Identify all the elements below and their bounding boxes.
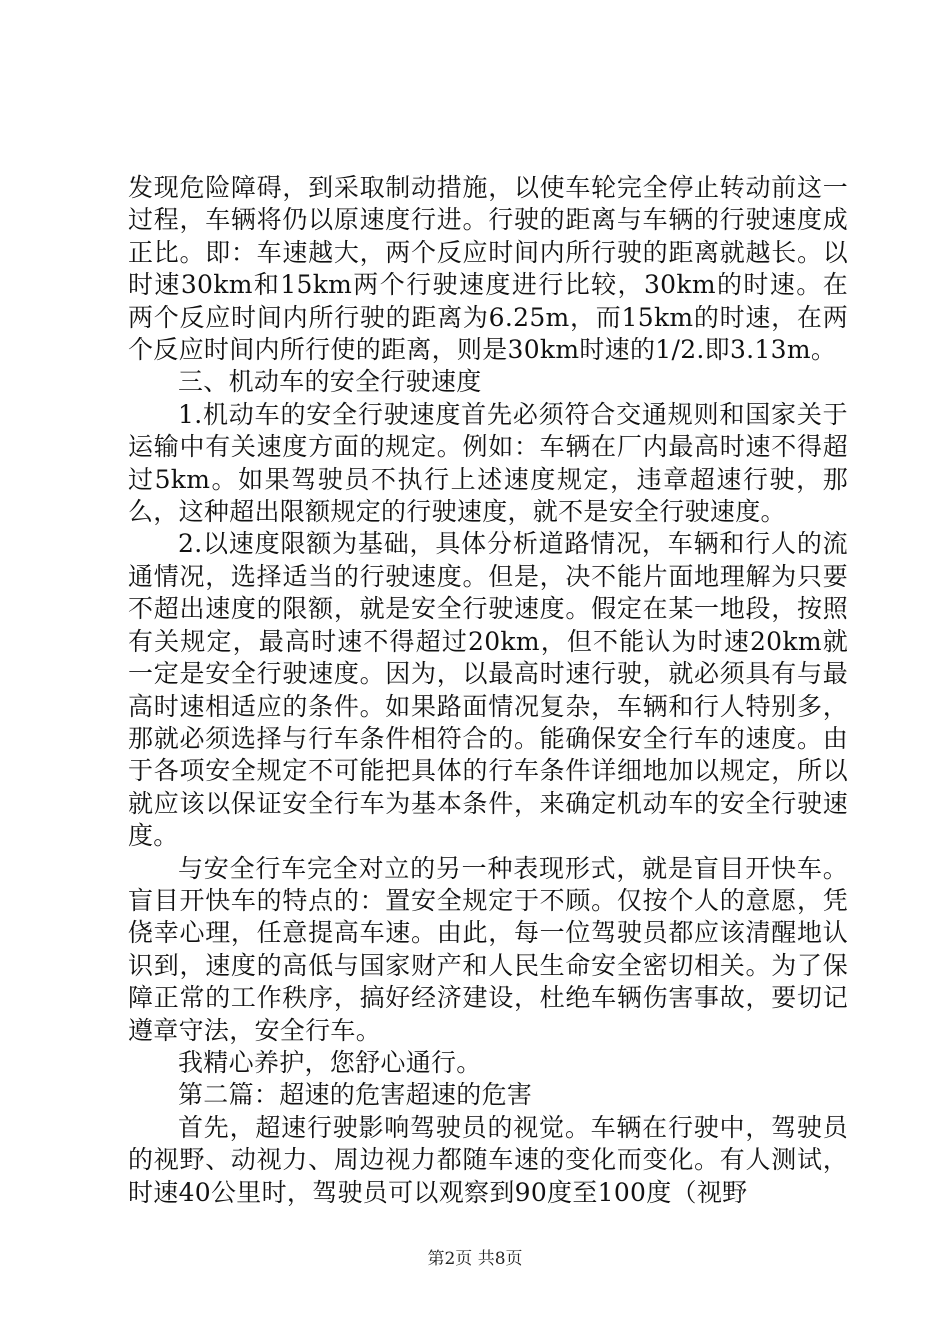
paragraph-rule-1: 1.机动车的安全行驶速度首先必须符合交通规则和国家关于运输中有关速度方面的规定。例如：车辆在厂内最高时速不得超过5km。如果驾驶员不执行上述速度规定，违章超速行驶，那么，这种超出限额规定的行驶速度，就不是安全行驶速度。 [128,399,848,527]
paragraph-reaction-distance: 发现危险障碍，到采取制动措施，以使车轮完全停止转动前这一过程，车辆将仍以原速度行进。行驶的距离与车辆的行驶速度成正比。即：车速越大，两个反应时间内所行驶的距离就越长。以时速30km和15km两个行驶速度进行比较，30km的时速。在两个反应时间内所行驶的距离为6.25m，而15km的时速，在两个反应时间内所行使的距离，则是30km时速的1/2.即3.13m。 [128,173,848,365]
paragraph-vision-effect: 首先，超速行驶影响驾驶员的视觉。车辆在行驶中，驾驶员的视野、动视力、周边视力都随车速的变化而变化。有人测试，时速40公里时，驾驶员可以观察到90度至100度（视野 [128,1112,848,1207]
document-body [128,172,848,1209]
paragraph-reckless-driving: 与安全行车完全对立的另一种表现形式，就是盲目开快车。盲目开快车的特点的：置安全规定于不顾。仅按个人的意愿，凭侥幸心理，任意提高车速。由此，每一位驾驶员都应该清醒地认识到，速度的高低与国家财产和人民生命安全密切相关。为了保障正常的工作秩序，搞好经济建设，杜绝车辆伤害事故，要切记遵章守法，安全行车。 [128,853,848,1045]
paragraph-rule-2: 2.以速度限额为基础，具体分析道路情况，车辆和行人的流通情况，选择适当的行驶速度。但是，决不能片面地理解为只要不超出速度的限额，就是安全行驶速度。假定在某一地段，按照有关规定，最高时速不得超过20km，但不能认为时速20km就一定是安全行驶速度。因为，以最高时速行驶，就必须具有与最高时速相适应的条件。如果路面情况复杂，车辆和行人特别多，那就必须选择与行车条件相符合的。能确保安全行车的速度。由于各项安全规定不可能把具体的行车条件详细地加以规定，所以就应该以保证安全行车为基本条件，来确定机动车的安全行驶速度。 [128,529,848,851]
page-number-footer: 第2页 共8页 [427,1249,523,1269]
section-heading-safe-speed: 三、机动车的安全行驶速度 [178,367,482,397]
chapter-heading-2: 第二篇：超速的危害超速的危害 [178,1080,533,1110]
paragraph-slogan: 我精心养护，您舒心通行。 [178,1047,482,1077]
